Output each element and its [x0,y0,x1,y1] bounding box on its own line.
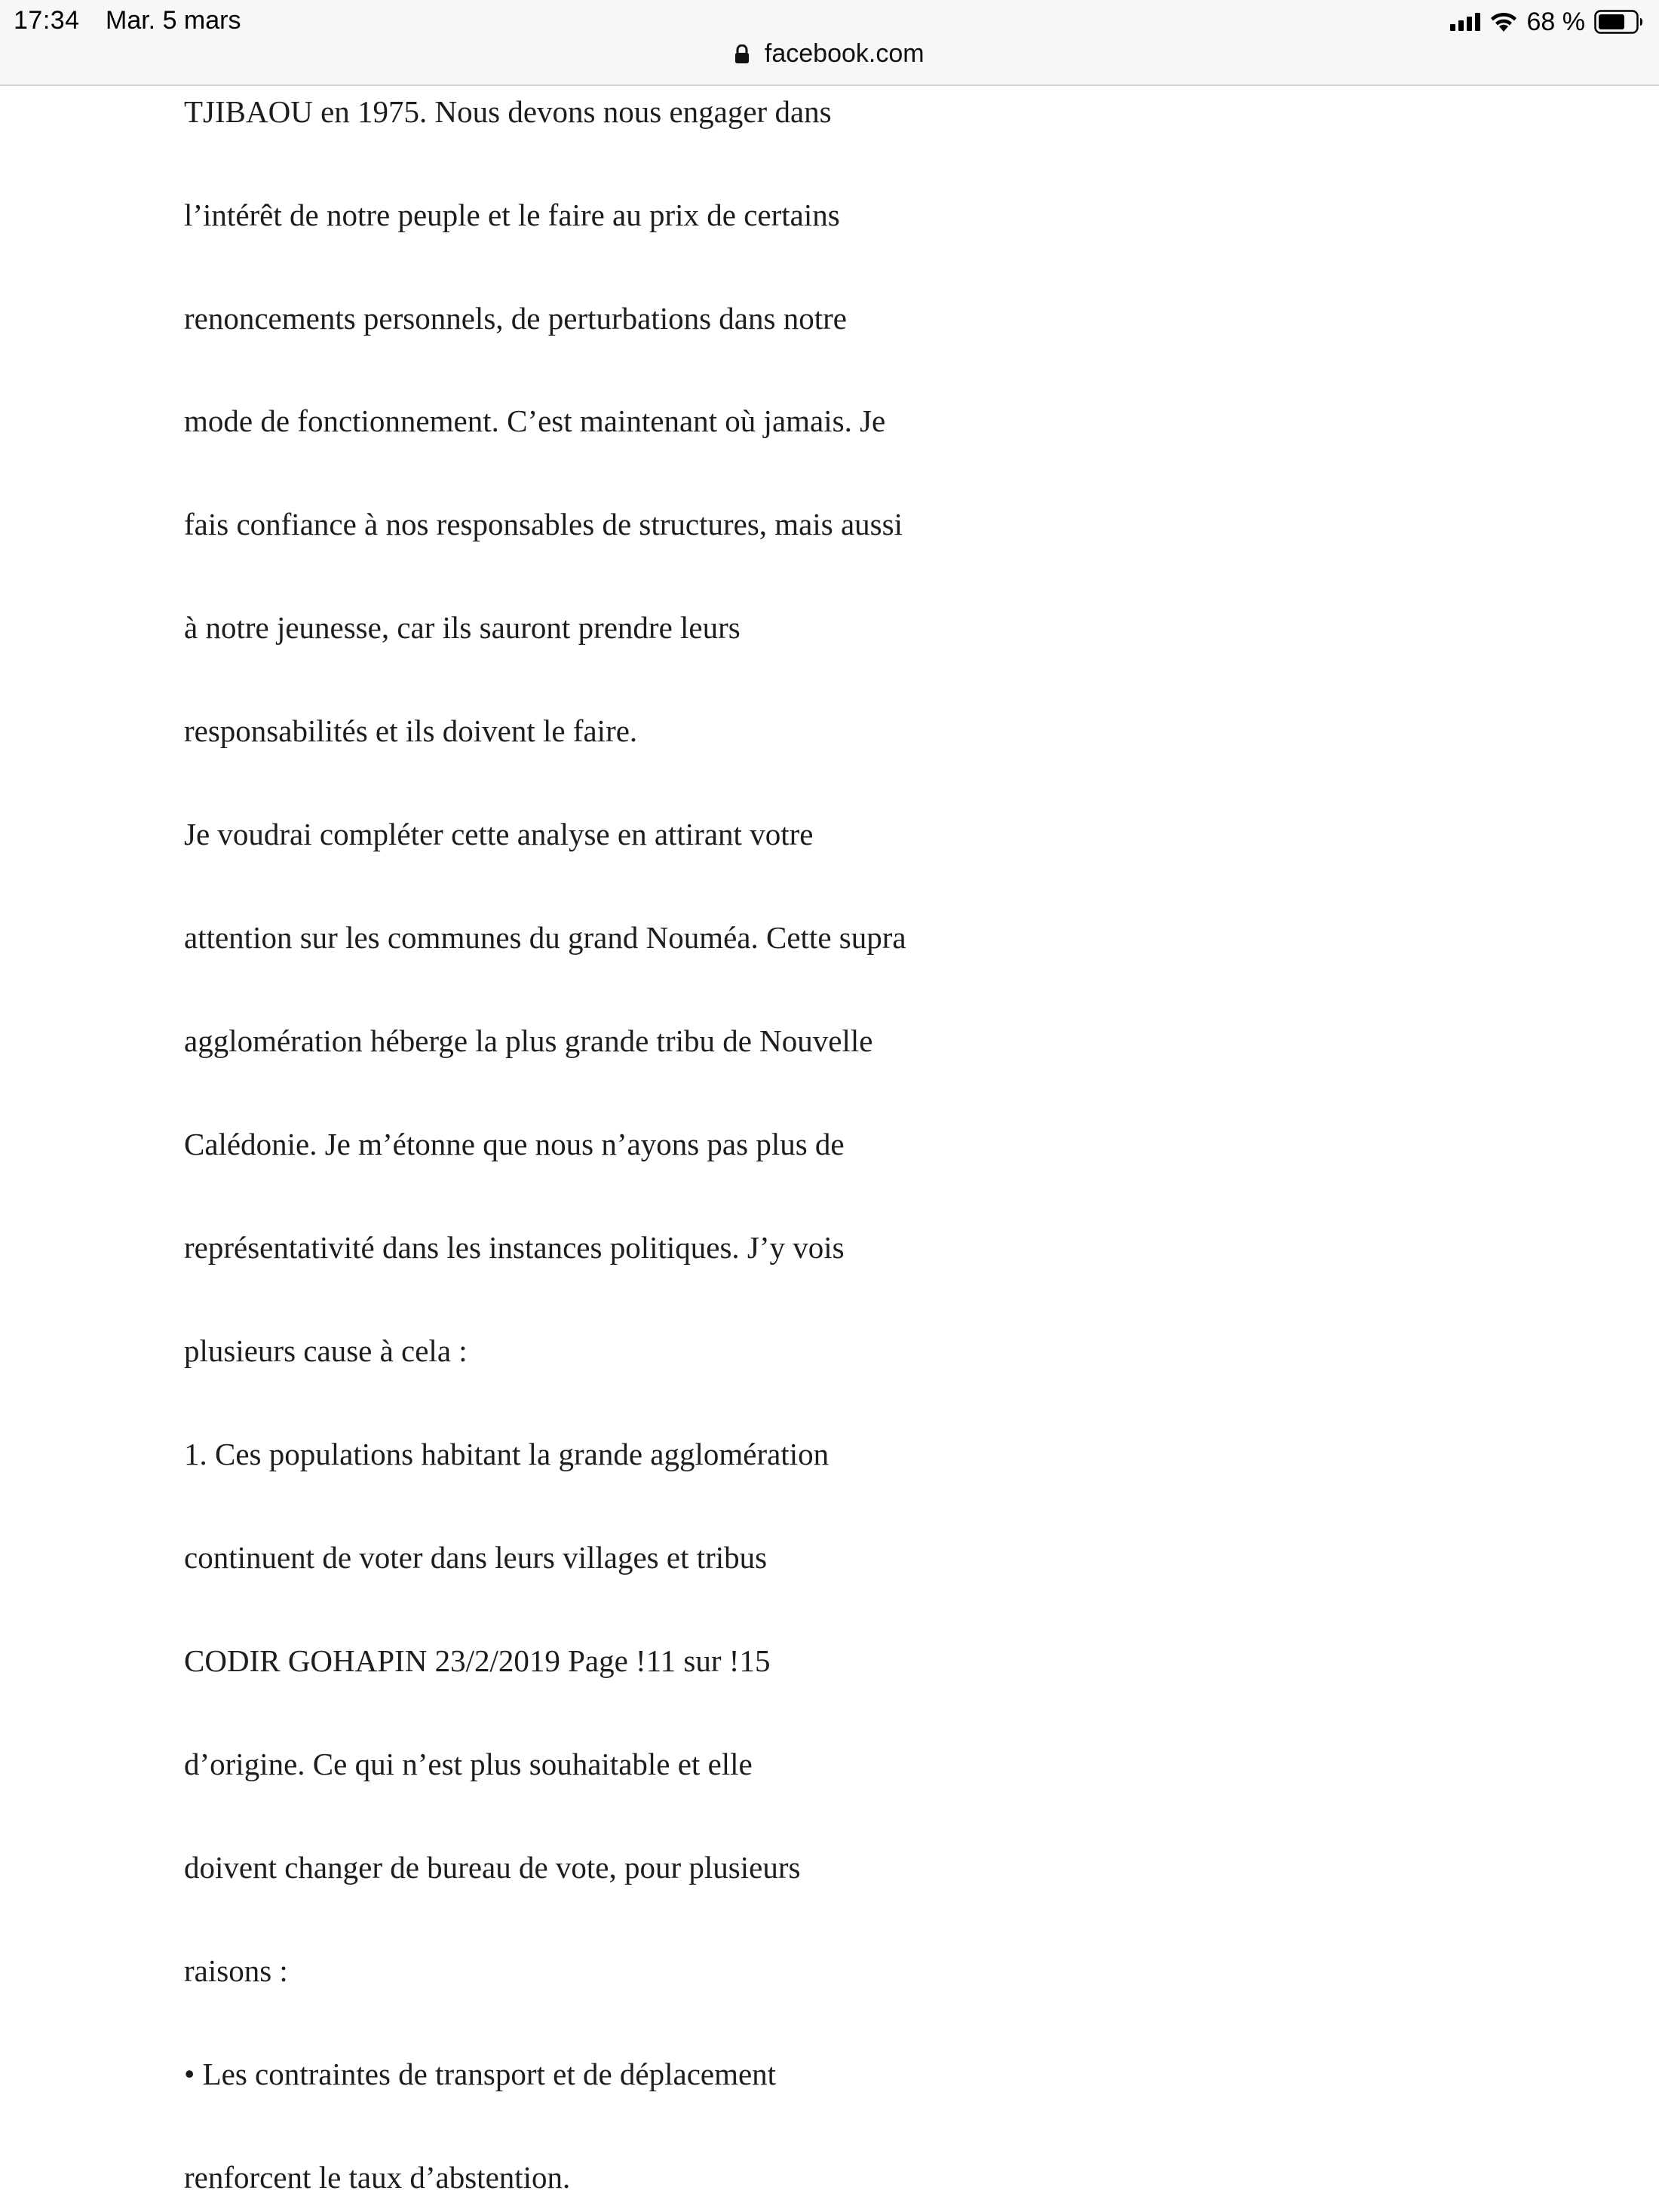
status-indicators [1450,5,1645,39]
signal-icon [1450,13,1480,31]
wifi-icon [1489,11,1518,33]
text-line: d’origine. Ce qui n’est plus souhaitable et elle [184,1747,753,1781]
text-line: représentativité dans les instances politiques. J’y vois [184,1230,845,1265]
lock-icon [734,41,750,71]
text-line: l’intérêt de notre peuple et le faire au prix de certains [184,198,840,232]
text-line: renoncements personnels, de perturbations dans notre [184,301,847,336]
status-date: Mar. 5 mars [106,6,241,35]
battery-icon [1594,10,1644,34]
bullet-line: • Les contraintes de transport et de déplacement [184,2057,777,2091]
text-line: Je voudrai compléter cette analyse en attirant votre [184,817,814,851]
status-bar [0,0,1659,86]
text-line: TJIBAOU en 1975. Nous devons nous engager dans [184,94,832,129]
page-footer-line: CODIR GOHAPIN 23/2/2019 Page !11 sur !15 [184,1643,771,1678]
text-line: responsabilités et ils doivent le faire. [184,713,638,748]
address-bar[interactable] [0,39,1659,71]
text-line: à notre jeunesse, car ils sauront prendre leurs [184,610,741,645]
text-line: fais confiance à nos responsables de structures, mais aussi [184,507,903,541]
text-line: continuent de voter dans leurs villages et tribus [184,1540,768,1575]
text-line: mode de fonctionnement. C’est maintenant où jamais. Je [184,403,886,438]
text-line: doivent changer de bureau de vote, pour plusieurs [184,1850,801,1885]
url-text: facebook.com [764,39,925,68]
text-line: 1. Ces populations habitant la grande agglomération [184,1437,830,1471]
status-time: 17:34 [14,6,80,35]
text-line: renforcent le taux d’abstention. [184,2160,571,2195]
text-line: plusieurs cause à cela : [184,1333,468,1368]
text-line: attention sur les communes du grand Nouméa. Cette supra [184,920,906,955]
text-line: raisons : [184,1953,288,1988]
text-line: Calédonie. Je m’étonne que nous n’ayons pas plus de [184,1127,845,1161]
battery-percent: 68 % [1526,7,1585,36]
text-line: agglomération héberge la plus grande tribu de Nouvelle [184,1023,873,1058]
